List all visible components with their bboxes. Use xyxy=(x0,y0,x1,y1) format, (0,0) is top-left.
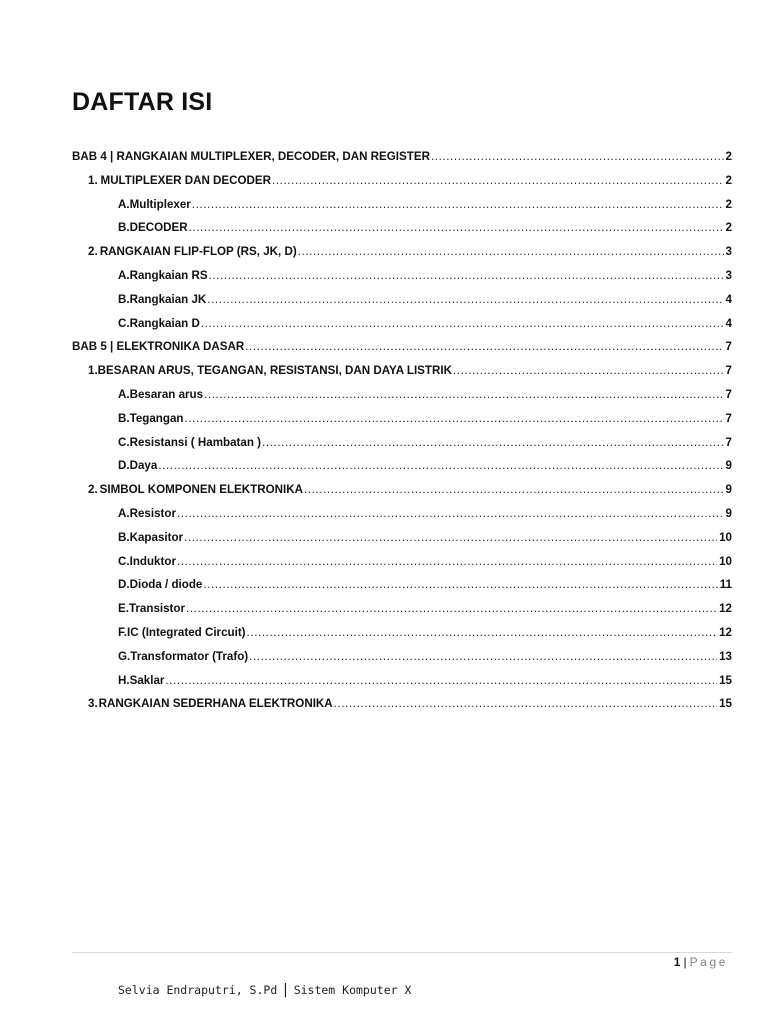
toc-entry-page: 7 xyxy=(725,364,732,378)
toc-entry-number: 2. xyxy=(88,245,98,259)
page-number xyxy=(674,955,728,969)
toc-dot-leader xyxy=(245,338,723,356)
author-separator: | xyxy=(281,982,290,998)
toc-entry-title: Tegangan xyxy=(129,411,184,425)
toc-entry-title: Resistor xyxy=(129,506,176,520)
toc-entry-page: 7 xyxy=(725,340,732,354)
toc-dot-leader xyxy=(177,505,724,523)
toc-dot-leader xyxy=(207,291,723,309)
toc-entry-number: A. xyxy=(118,387,130,401)
toc-entry-title: RANGKAIAN SEDERHANA ELEKTRONIKA xyxy=(98,697,333,711)
toc-entry-title: BAB 4 | RANGKAIAN MULTIPLEXER, DECODER, DAN REGISTER xyxy=(72,150,430,163)
toc-entry-title: Daya xyxy=(129,459,158,473)
toc-dot-leader xyxy=(189,219,724,237)
toc-dot-leader xyxy=(334,695,717,713)
toc-entry-title: Multiplexer xyxy=(129,197,191,211)
toc-entry-number: C. xyxy=(118,435,130,449)
toc-entry[interactable] xyxy=(72,529,732,553)
toc-entry-page: 4 xyxy=(725,316,732,330)
toc-entry[interactable] xyxy=(72,291,732,315)
toc-entry[interactable] xyxy=(72,362,732,386)
toc-dot-leader xyxy=(262,434,724,452)
toc-entry-title: DECODER xyxy=(129,221,188,235)
toc-entry-title: E.Transistor xyxy=(118,602,186,616)
toc-entry-page: 10 xyxy=(719,530,732,544)
toc-entry-number: B. xyxy=(118,292,130,306)
toc-dot-leader xyxy=(453,362,724,380)
toc-entry-number: D. xyxy=(118,459,130,473)
toc-dot-leader xyxy=(184,529,717,547)
toc-dot-leader xyxy=(201,315,724,333)
toc-entry-title: BESARAN ARUS, TEGANGAN, RESISTANSI, DAN DAYA LISTRIK xyxy=(97,364,452,378)
toc-entry-page: 4 xyxy=(725,292,732,306)
toc-entry-page: 2 xyxy=(725,221,732,235)
footer-author-line xyxy=(118,982,411,998)
toc-entry-page: 7 xyxy=(725,435,732,449)
toc-entry[interactable] xyxy=(72,434,732,458)
toc-entry-title: SIMBOL KOMPONEN ELEKTRONIKA xyxy=(99,483,303,497)
toc-dot-leader xyxy=(249,648,717,666)
toc-entry[interactable] xyxy=(72,315,732,339)
toc-entry-page: 9 xyxy=(725,506,732,520)
toc-entry[interactable] xyxy=(72,672,732,696)
table-of-contents xyxy=(72,148,732,719)
toc-entry-number: H. xyxy=(118,673,130,687)
toc-entry[interactable] xyxy=(72,386,732,410)
page-title: DAFTAR ISI xyxy=(72,88,213,116)
toc-entry-page: 3 xyxy=(725,245,732,259)
toc-dot-leader xyxy=(177,553,717,571)
toc-entry-title: RANGKAIAN FLIP-FLOP (RS, JK, D) xyxy=(99,245,297,259)
toc-entry[interactable] xyxy=(72,243,732,267)
toc-entry-title: Besaran arus xyxy=(129,387,204,401)
toc-entry-number: D. xyxy=(118,578,130,592)
toc-entry[interactable] xyxy=(72,695,732,719)
toc-entry-title: Resistansi ( Hambatan ) xyxy=(129,435,262,449)
toc-entry-title: Saklar xyxy=(129,673,165,687)
toc-dot-leader xyxy=(431,148,724,166)
toc-entry-page: 15 xyxy=(719,673,732,687)
toc-dot-leader xyxy=(272,172,724,190)
toc-entry-page: 15 xyxy=(719,697,732,711)
toc-dot-leader xyxy=(298,243,724,261)
toc-entry[interactable] xyxy=(72,196,732,220)
toc-entry-page: 12 xyxy=(719,602,732,616)
toc-entry[interactable] xyxy=(72,600,732,624)
toc-entry-page: 2 xyxy=(725,173,732,187)
toc-entry-number: 1. xyxy=(88,364,98,378)
toc-dot-leader xyxy=(247,624,718,642)
toc-dot-leader xyxy=(185,410,724,428)
toc-entry[interactable] xyxy=(72,267,732,291)
toc-entry-number: A. xyxy=(118,268,130,282)
author-name: Selvia Endraputri, S.Pd xyxy=(118,983,278,997)
toc-entry-page: 2 xyxy=(725,150,732,163)
toc-entry-title: Dioda / diode xyxy=(129,578,203,592)
toc-dot-leader xyxy=(192,196,724,214)
page-number-value: 1 xyxy=(673,955,681,969)
toc-entry-title: Rangkaian D xyxy=(129,316,200,330)
toc-entry-number: A. xyxy=(118,197,130,211)
toc-entry-number: C. xyxy=(118,554,130,568)
toc-entry-number: B. xyxy=(118,221,130,235)
toc-entry-number: A. xyxy=(118,506,130,520)
toc-entry-title: Induktor xyxy=(129,554,176,568)
toc-dot-leader xyxy=(304,481,724,499)
toc-entry-page: 3 xyxy=(725,268,732,282)
toc-entry[interactable] xyxy=(72,148,732,172)
toc-entry[interactable] xyxy=(72,457,732,481)
toc-entry-page: 11 xyxy=(719,578,732,592)
toc-entry[interactable] xyxy=(72,576,732,600)
toc-entry[interactable] xyxy=(72,648,732,672)
toc-entry-title: Kapasitor xyxy=(129,530,184,544)
toc-entry-title: BAB 5 | ELEKTRONIKA DASAR xyxy=(72,340,245,354)
toc-dot-leader xyxy=(209,267,724,285)
toc-entry-page: 7 xyxy=(725,411,732,425)
toc-entry[interactable] xyxy=(72,481,732,505)
toc-dot-leader xyxy=(158,457,723,475)
toc-entry-number: B. xyxy=(118,411,130,425)
toc-dot-leader xyxy=(204,386,723,404)
toc-entry-title: Rangkaian JK xyxy=(129,292,207,306)
toc-entry-number: G. xyxy=(118,649,131,663)
toc-entry-number: 1. xyxy=(88,173,98,187)
toc-entry-page: 10 xyxy=(719,554,732,568)
footer-divider xyxy=(72,952,732,953)
subject-name: Sistem Komputer X xyxy=(293,983,412,997)
toc-entry[interactable] xyxy=(72,172,732,196)
toc-entry[interactable] xyxy=(72,624,732,648)
toc-dot-leader xyxy=(203,576,717,594)
toc-entry-page: 9 xyxy=(725,483,732,497)
toc-entry-title: Transformator (Trafo) xyxy=(130,649,249,663)
toc-entry[interactable] xyxy=(72,553,732,577)
toc-entry-title: F.IC (Integrated Circuit) xyxy=(118,625,246,639)
toc-entry-title: Rangkaian RS xyxy=(129,268,208,282)
toc-entry[interactable] xyxy=(72,338,732,362)
toc-entry-number: 2. xyxy=(88,483,98,497)
toc-entry-page: 9 xyxy=(725,459,732,473)
toc-dot-leader xyxy=(186,600,717,618)
page-number-separator: | xyxy=(683,955,687,969)
toc-entry-page: 2 xyxy=(725,197,732,211)
toc-dot-leader xyxy=(165,672,717,690)
toc-entry[interactable] xyxy=(72,505,732,529)
toc-entry-page: 7 xyxy=(725,387,732,401)
toc-entry-title: MULTIPLEXER DAN DECODER xyxy=(100,173,272,187)
toc-entry-number: B. xyxy=(118,530,130,544)
page-word: Page xyxy=(689,955,728,969)
toc-entry-number: C. xyxy=(118,316,130,330)
toc-entry[interactable] xyxy=(72,219,732,243)
toc-entry-number: 3. xyxy=(88,697,98,711)
toc-entry-page: 13 xyxy=(719,649,732,663)
toc-entry-page: 12 xyxy=(719,625,732,639)
toc-entry[interactable] xyxy=(72,410,732,434)
